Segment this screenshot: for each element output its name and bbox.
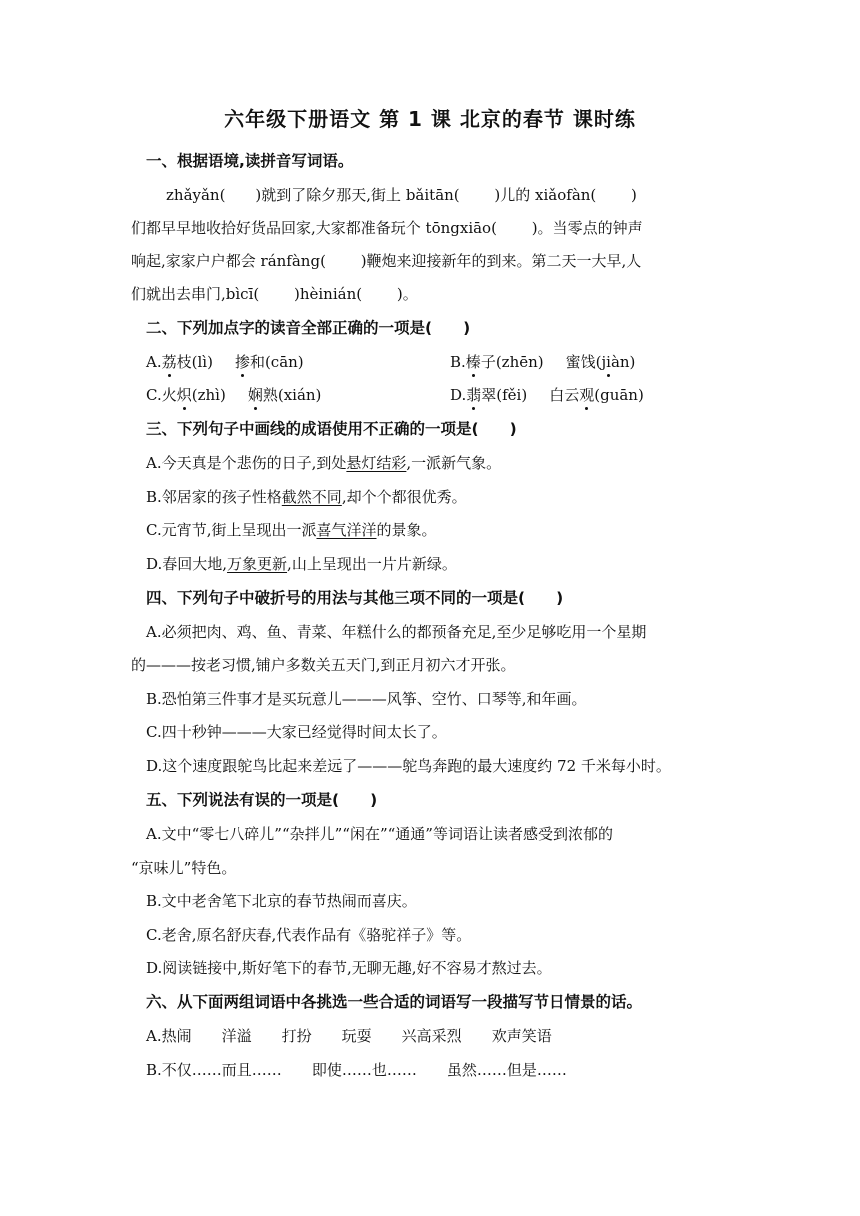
q3-option-b [146, 487, 467, 507]
q3-option-d [146, 554, 457, 574]
word: 欢声笑语 [491, 1027, 552, 1045]
q5-option-a-line-2: “京味儿”特色。 [131, 859, 237, 877]
q5-option-c: C.老舍,原名舒庆春,代表作品有《骆驼祥子》等。 [146, 926, 472, 944]
word: 洋溢 [221, 1027, 252, 1045]
text: ,山上呈现出一片片新绿。 [287, 555, 457, 573]
q2-heading: 二、下列加点字的读音全部正确的一项是( ) [146, 319, 471, 337]
text: C.元宵节,街上呈现出一派 [146, 521, 317, 539]
q2-c-label: C. [146, 386, 162, 404]
q2-a-label: A. [146, 353, 162, 371]
page-title: 六年级下册语文 第 1 课 北京的春节 课时练 [224, 107, 636, 131]
q3-option-a [146, 453, 501, 473]
dotted-reading: 饯(jiàn) [580, 353, 636, 371]
q1-line-3: 响起,家家户户都会 ránfàng( )鞭炮来迎接新年的到来。第二天一大早,人 [131, 252, 642, 270]
word: 玩耍 [341, 1027, 372, 1045]
reading: 熟(xián) [262, 386, 322, 404]
q5-option-a-line-1: A.文中“零七八碎儿”“杂拌儿”“闲在”“通通”等词语让读者感受到浓郁的 [146, 825, 613, 843]
q6-group-a [146, 1026, 552, 1046]
dotted-char: 翡 [466, 386, 482, 404]
reading: (zhì) [191, 386, 226, 404]
text: D.春回大地, [146, 555, 228, 573]
word: 热闹 [161, 1027, 192, 1045]
reading: 枝(lì) [176, 353, 213, 371]
q5-option-b: B.文中老舍笔下北京的春节热闹而喜庆。 [146, 892, 417, 910]
char: 火 [161, 386, 177, 404]
underlined-idiom: 截然不同 [281, 488, 342, 506]
word: 即使……也…… [311, 1061, 417, 1079]
q4-option-b: B.恐怕第三件事才是买玩意儿———风筝、空竹、口琴等,和年画。 [146, 690, 587, 708]
q6-heading: 六、从下面两组词语中各挑选一些合适的词语写一段描写节日情景的话。 [146, 993, 643, 1011]
word: 虽然……但是…… [446, 1061, 567, 1079]
underlined-idiom: 悬灯结彩 [346, 454, 407, 472]
word: 兴高采烈 [401, 1027, 462, 1045]
q4-option-c: C.四十秒钟———大家已经觉得时间太长了。 [146, 723, 447, 741]
reading: 子(zhēn) [480, 353, 544, 371]
dotted-char: 荔 [161, 353, 177, 371]
q5-option-d: D.阅读链接中,斯好笔下的春节,无聊无趣,好不容易才熬过去。 [146, 959, 552, 977]
text: B.邻居家的孩子性格 [146, 488, 282, 506]
underlined-idiom: 万象更新 [227, 555, 288, 573]
text: ,却个个都很优秀。 [341, 488, 467, 506]
reading: (guān) [594, 386, 644, 404]
q1-heading: 一、根据语境,读拼音写词语。 [146, 152, 354, 170]
q6-a-label: A. [146, 1027, 162, 1045]
q6-b-label: B. [146, 1061, 162, 1079]
dotted-char: 炽 [176, 386, 192, 404]
text: 的景象。 [376, 521, 437, 539]
char: 蜜 [565, 353, 581, 371]
dotted-char: 掺 [234, 353, 250, 371]
q4-option-a-line-1: A.必须把肉、鸡、鱼、青菜、年糕什么的都预备充足,至少足够吃用一个星期 [146, 623, 647, 641]
q3-heading: 三、下列句子中画线的成语使用不正确的一项是( ) [146, 420, 517, 438]
q4-heading: 四、下列句子中破折号的用法与其他三项不同的一项是( ) [146, 589, 564, 607]
q2-option-c [146, 386, 321, 404]
text: A.今天真是个悲伤的日子,到处 [146, 454, 347, 472]
q5-heading: 五、下列说法有误的一项是( ) [146, 791, 378, 809]
reading: 和(cān) [249, 353, 304, 371]
reading: 翠(fěi) [481, 386, 528, 404]
q2-option-d [450, 385, 644, 405]
dotted-char: 娴 [247, 386, 263, 404]
q4-option-a-line-2: 的———按老习惯,铺户多数关五天门,到正月初六才开张。 [131, 656, 516, 674]
q1-line-4: 们就出去串门,bìcī( )hèinián( )。 [131, 285, 418, 303]
q1-line-2: 们都早早地收拾好货品回家,大家都准备玩个 tōngxiāo( )。当零点的钟声 [131, 219, 643, 237]
q1-line-1: zhǎyǎn( )就到了除夕那天,街上 bǎitān( )儿的 xiǎofàn( ) [166, 186, 637, 204]
q3-option-c [146, 520, 437, 540]
q2-b-label: B. [450, 353, 466, 371]
q4-option-d: D.这个速度跟鸵鸟比起来差远了———鸵鸟奔跑的最大速度约 72 千米每小时。 [146, 757, 671, 775]
word: 打扮 [281, 1027, 312, 1045]
q2-row-cd [146, 385, 746, 405]
q6-group-b [146, 1060, 567, 1080]
underlined-idiom: 喜气洋洋 [316, 521, 377, 539]
chars: 白云 [549, 386, 580, 404]
dotted-char: 观 [579, 386, 595, 404]
dotted-char: 榛 [465, 353, 481, 371]
word: 不仅……而且…… [161, 1061, 282, 1079]
text: ,一派新气象。 [406, 454, 502, 472]
q2-row-ab [146, 352, 746, 372]
q2-option-b [450, 352, 635, 372]
q2-option-a [146, 353, 304, 371]
q2-d-label: D. [450, 386, 467, 404]
